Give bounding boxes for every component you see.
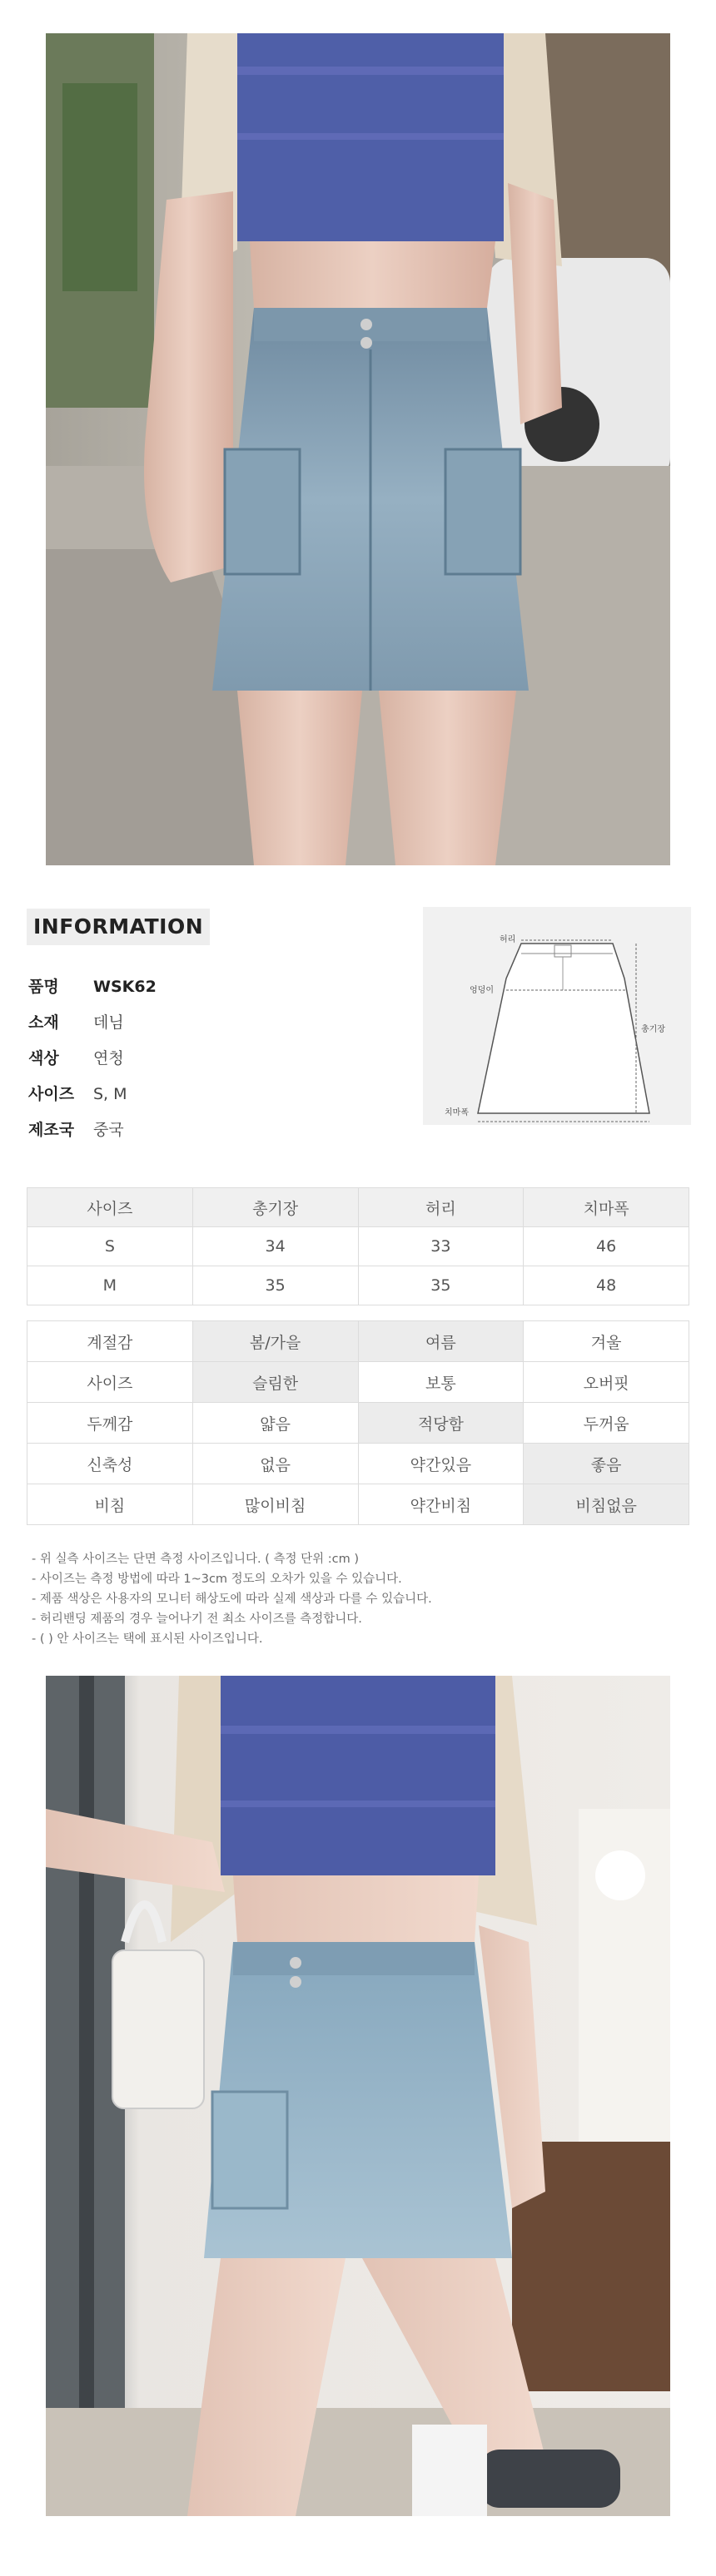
info-row-product-name xyxy=(28,976,157,998)
info-value: S, M xyxy=(93,1085,127,1103)
note-line: - 위 실측 사이즈는 단면 측정 사이즈입니다. ( 측정 단위 :cm ) xyxy=(32,1553,359,1566)
feel-option: 많이비침 xyxy=(192,1484,358,1525)
feel-option: 보통 xyxy=(358,1362,524,1403)
feel-row-label: 두께감 xyxy=(27,1403,193,1444)
size-table-header: 사이즈 xyxy=(27,1188,193,1227)
note-line: - ( ) 안 사이즈는 택에 표시된 사이즈입니다. xyxy=(32,1632,263,1646)
feel-option: 적당함 xyxy=(358,1403,524,1444)
size-table-header: 치마폭 xyxy=(524,1188,689,1227)
feel-option: 약간비침 xyxy=(358,1484,524,1525)
size-table-cell: S xyxy=(27,1227,193,1266)
skirt-diagram-svg xyxy=(423,907,691,1125)
diagram-label-waist: 허리 xyxy=(500,935,516,944)
size-table-header: 허리 xyxy=(358,1188,524,1227)
size-table-row xyxy=(27,1227,689,1266)
info-row-color xyxy=(28,1048,124,1069)
size-table-cell: 48 xyxy=(524,1266,689,1305)
info-key: 품명 xyxy=(28,978,59,996)
fit-feel-table xyxy=(27,1320,689,1525)
feel-option: 여름 xyxy=(358,1321,524,1362)
size-table-cell: 35 xyxy=(192,1266,358,1305)
diagram-label-length: 총기장 xyxy=(641,1025,665,1034)
info-row-origin xyxy=(28,1119,124,1141)
size-table-cell: M xyxy=(27,1266,193,1305)
diagram-label-hem: 치마폭 xyxy=(445,1108,469,1117)
feel-option: 겨울 xyxy=(524,1321,689,1362)
diagram-label-hip: 엉덩이 xyxy=(470,986,494,995)
information-title: INFORMATION xyxy=(27,909,210,945)
info-value: 연청 xyxy=(93,1049,124,1068)
info-value: 데님 xyxy=(93,1013,124,1032)
info-row-material xyxy=(28,1012,124,1033)
size-table-cell: 35 xyxy=(358,1266,524,1305)
note-line: - 제품 색상은 사용자의 모니터 해상도에 따라 실제 색상과 다를 수 있습니다. xyxy=(32,1593,432,1606)
photo-side-illustration xyxy=(46,1676,670,2516)
note-line: - 사이즈는 측정 방법에 따라 1~3cm 정도의 오차가 있을 수 있습니다. xyxy=(32,1573,402,1586)
feel-row-sheerness xyxy=(27,1484,689,1525)
info-key: 제조국 xyxy=(28,1121,75,1139)
size-table-cell: 33 xyxy=(358,1227,524,1266)
info-key: 색상 xyxy=(28,1049,59,1068)
product-photo-front xyxy=(46,33,670,865)
skirt-measurement-diagram xyxy=(423,907,691,1125)
feel-row-label: 비침 xyxy=(27,1484,193,1525)
feel-row-season xyxy=(27,1321,689,1362)
info-key: 소재 xyxy=(28,1013,59,1032)
feel-option: 슬림한 xyxy=(192,1362,358,1403)
photo-front-illustration xyxy=(46,33,670,865)
feel-option: 봄/가을 xyxy=(192,1321,358,1362)
info-key: 사이즈 xyxy=(28,1085,75,1103)
size-table-header: 총기장 xyxy=(192,1188,358,1227)
size-table-header-row xyxy=(27,1188,689,1227)
feel-option: 없음 xyxy=(192,1444,358,1484)
feel-row-size xyxy=(27,1362,689,1403)
size-table xyxy=(27,1187,689,1305)
info-row-size xyxy=(28,1083,127,1105)
size-notes xyxy=(32,1549,432,1649)
feel-row-label: 사이즈 xyxy=(27,1362,193,1403)
feel-option: 약간있음 xyxy=(358,1444,524,1484)
size-table-cell: 46 xyxy=(524,1227,689,1266)
feel-row-thickness xyxy=(27,1403,689,1444)
feel-option: 오버핏 xyxy=(524,1362,689,1403)
note-line: - 허리밴딩 제품의 경우 늘어나기 전 최소 사이즈를 측정합니다. xyxy=(32,1612,362,1626)
size-table-cell: 34 xyxy=(192,1227,358,1266)
feel-option: 얇음 xyxy=(192,1403,358,1444)
feel-row-stretch xyxy=(27,1444,689,1484)
info-value: 중국 xyxy=(93,1121,124,1139)
feel-option: 두꺼움 xyxy=(524,1403,689,1444)
info-value: WSK62 xyxy=(93,978,157,996)
product-photo-side xyxy=(46,1676,670,2516)
size-table-row xyxy=(27,1266,689,1305)
feel-option: 좋음 xyxy=(524,1444,689,1484)
feel-row-label: 신축성 xyxy=(27,1444,193,1484)
feel-option: 비침없음 xyxy=(524,1484,689,1525)
feel-row-label: 계절감 xyxy=(27,1321,193,1362)
